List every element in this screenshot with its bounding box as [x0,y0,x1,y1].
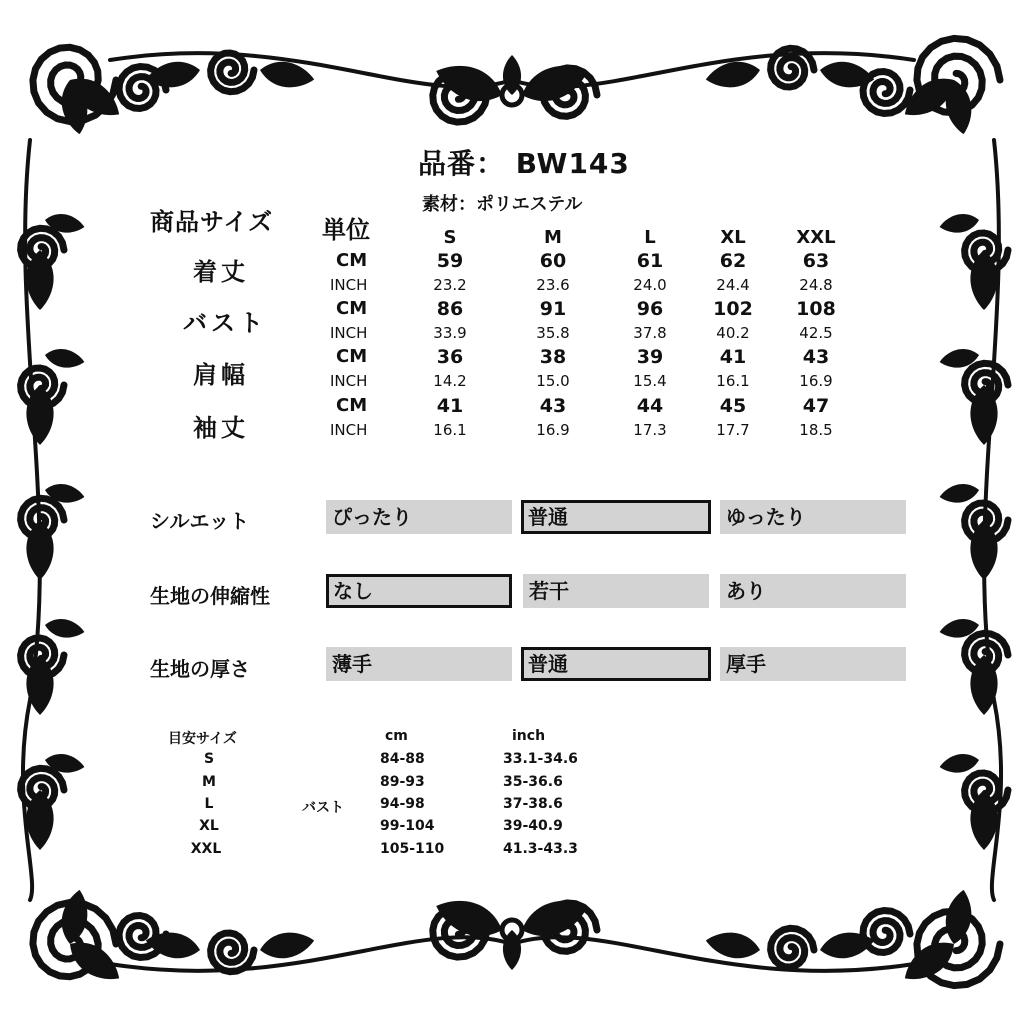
cm-value: 102 [713,298,753,320]
reference-inch: 41.3-43.3 [503,841,578,857]
inch-value: 16.1 [716,372,750,390]
inch-value: 37.8 [633,324,667,342]
size-header-xl: XL [720,227,746,248]
cm-value: 38 [539,346,567,368]
attr-label-thickness: 生地の厚さ [150,657,250,681]
attr-label-silhouette: シルエット [150,509,250,533]
cm-value: 91 [539,298,567,320]
reference-size: M [202,774,216,790]
inch-value: 15.0 [536,372,570,390]
material-label: 素材：ポリエステル [422,194,583,215]
inch-value: 15.4 [633,372,667,390]
cm-value: 41 [719,346,747,368]
inch-value: 24.0 [633,276,667,294]
cm-value: 36 [436,346,464,368]
reference-cm: 89-93 [380,774,425,790]
reference-measure-label: バスト [302,800,344,816]
option-thickness-thin: 薄手 [326,647,512,681]
option-thickness-regular: 普通 [521,647,711,681]
row-label-length: 着丈 [193,258,249,286]
row-label-sleeve: 袖丈 [193,414,249,442]
row-label-bust: バスト [183,309,267,337]
reference-cm: 84-88 [380,751,425,767]
reference-size: S [203,751,215,767]
option-stretch-yes: あり [720,574,906,608]
option-silhouette-loose: ゆったり [720,500,906,534]
reference-cm: 94-98 [380,796,425,812]
reference-col-inch: inch [512,728,546,744]
inch-value: 23.2 [433,276,467,294]
cm-value: 43 [539,395,567,417]
size-header-s: S [443,227,457,248]
reference-col-cm: cm [385,728,408,744]
cm-value: 44 [636,395,664,417]
inch-value: 16.9 [536,421,570,439]
inch-value: 40.2 [716,324,750,342]
cm-value: 41 [436,395,464,417]
inch-value: 33.9 [433,324,467,342]
cm-value: 63 [802,250,830,272]
cm-value: 86 [436,298,464,320]
reference-inch: 33.1-34.6 [503,751,578,767]
inch-value: 42.5 [799,324,833,342]
option-silhouette-tight: ぴったり [326,500,512,534]
inch-value: 17.7 [716,421,750,439]
inch-value: 18.5 [799,421,833,439]
row-label-shoulder: 肩幅 [193,361,249,389]
option-stretch-none: なし [326,574,512,608]
attr-label-stretch: 生地の伸縮性 [150,584,270,608]
reference-inch: 35-36.6 [503,774,563,790]
reference-size: L [204,796,214,812]
inch-value: 17.3 [633,421,667,439]
cm-value: 39 [636,346,664,368]
option-silhouette-regular: 普通 [521,500,711,534]
inch-value: 16.1 [433,421,467,439]
cm-value: 62 [719,250,747,272]
cm-value: 47 [802,395,830,417]
reference-inch: 39-40.9 [503,818,563,834]
inch-unit-label: INCH [330,276,368,294]
cm-unit-label: CM [336,346,368,367]
inch-value: 24.4 [716,276,750,294]
cm-value: 96 [636,298,664,320]
inch-unit-label: INCH [330,324,368,342]
unit-header: 単位 [322,216,370,244]
cm-value: 59 [436,250,464,272]
cm-value: 108 [796,298,836,320]
inch-value: 23.6 [536,276,570,294]
option-stretch-slight: 若干 [523,574,709,608]
reference-size: XXL [190,841,222,857]
inch-value: 24.8 [799,276,833,294]
inch-unit-label: INCH [330,372,368,390]
reference-inch: 37-38.6 [503,796,563,812]
cm-unit-label: CM [336,298,368,319]
inch-value: 14.2 [433,372,467,390]
option-thickness-thick: 厚手 [720,647,906,681]
cm-unit-label: CM [336,395,368,416]
cm-value: 45 [719,395,747,417]
product-title: 品番： BW143 [418,147,630,180]
reference-cm: 99-104 [380,818,435,834]
inch-value: 35.8 [536,324,570,342]
size-header-l: L [644,227,656,248]
cm-value: 43 [802,346,830,368]
inch-value: 16.9 [799,372,833,390]
reference-cm: 105-110 [380,841,445,857]
size-header-m: M [544,227,562,248]
size-section-label: 商品サイズ [150,208,274,236]
cm-value: 61 [636,250,664,272]
inch-unit-label: INCH [330,421,368,439]
size-header-xxl: XXL [796,227,836,248]
reference-title: 目安サイズ [168,731,237,747]
cm-value: 60 [539,250,567,272]
cm-unit-label: CM [336,250,368,271]
reference-size: XL [199,818,219,834]
